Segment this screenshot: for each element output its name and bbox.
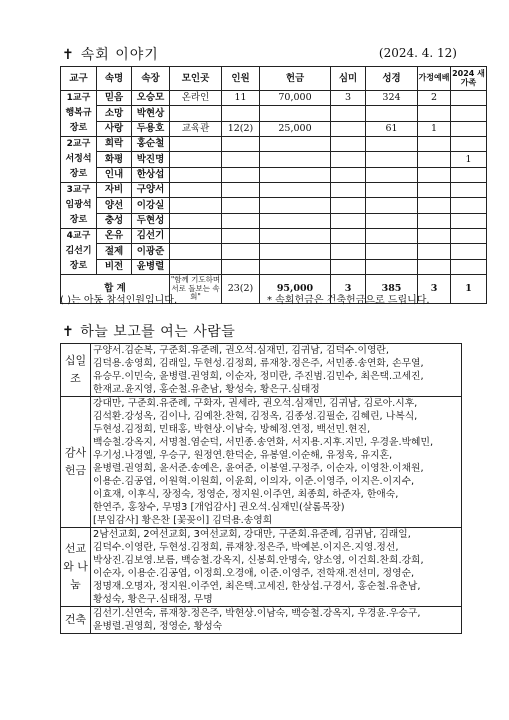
donor-line: 두현성.김정희, 민태홍, 박현상.이남숙, 방혜정.연정, 백선민.현진, (93, 424, 371, 435)
table-cell: 인내 (97, 167, 132, 182)
donor-line: 한재교.윤지영, 홍순철.유춘남, 황성숙, 황은구.심태정 (93, 384, 320, 395)
table-cell (418, 244, 451, 259)
column-header: 인원 (222, 67, 260, 91)
table-cell (366, 229, 418, 244)
table-cell (170, 229, 222, 244)
table-cell: 비전 (97, 259, 132, 274)
offering-category: 감사헌금 (61, 397, 91, 528)
table-cell: 324 (366, 91, 418, 106)
table-cell: 구양서 (132, 183, 170, 198)
donor-line: 유승무.이민숙, 윤병렬.권영희, 이순자, 정미란, 주진범.김민수, 최은택.고세진, (93, 371, 424, 382)
table-cell: 자비 (97, 183, 132, 198)
table-cell (260, 106, 331, 121)
offering-section-row (61, 344, 462, 397)
table-cell: 한상섭 (132, 167, 170, 182)
offering-list-table (60, 343, 462, 634)
donor-line: 강대만, 구준회.유준례, 구화자, 권세라, 권오석.심재민, 김귀남, 김로아.시후, (93, 398, 418, 409)
donor-line: 김덕용.송영희, 김래일, 두현성.김정희, 류재창.정은주, 서민종.송연화, 손무열, (93, 358, 424, 369)
table-cell: 박진명 (132, 152, 170, 167)
donor-names (91, 607, 462, 634)
column-header: 속장 (132, 67, 170, 91)
table-cell: 김선기 (132, 229, 170, 244)
table-cell (366, 152, 418, 167)
donor-line: 박상진.김보영.보름, 백승철.강옥지, 신봉희.안명숙, 양소영, 이건희.찬희.강희, (93, 555, 424, 566)
table-cell (222, 213, 260, 228)
cross-icon: ✝ (62, 324, 75, 340)
table-cell (418, 183, 451, 198)
total-people: 23(2) (222, 275, 260, 304)
table-cell (260, 213, 331, 228)
donor-line: 정명재.오명자, 정지원.이주연, 최은택.고세진, 한상섭.구경서, 홍순철.유춘남, (93, 581, 421, 592)
region-label: 2교구 서정석 장로 (61, 137, 97, 183)
donor-line: 김선기.신연숙, 류재창.정은주, 박현상.이남숙, 백승철.강옥지, 우경윤.우승구, (93, 608, 421, 619)
table-cell (331, 167, 366, 182)
column-header: 모인곳 (170, 67, 222, 91)
table-cell: 이강실 (132, 198, 170, 213)
table-cell (418, 198, 451, 213)
table-cell (366, 244, 418, 259)
table-cell: 윤병렬 (132, 259, 170, 274)
table-cell: 사랑 (97, 121, 132, 136)
table-cell (451, 244, 487, 259)
table-cell (331, 121, 366, 136)
table-cell (170, 244, 222, 259)
table-cell (418, 137, 451, 152)
table-cell (170, 167, 222, 182)
table-cell: 양선 (97, 198, 132, 213)
table-cell (170, 198, 222, 213)
table-row (61, 259, 487, 274)
table-row (61, 213, 487, 228)
table-row (61, 137, 487, 152)
total-bible: 385 (366, 275, 418, 304)
donor-line: 한연주, 홍창수, 무명3 [개업감사] 권오석.심재민(살롬목장) (93, 502, 345, 513)
table-row (61, 106, 487, 121)
prayer-motto: "함께 기도하며 서로 돌보는 속회" (170, 275, 222, 304)
table-cell (331, 229, 366, 244)
table-cell: 충성 (97, 213, 132, 228)
column-header: 심미 (331, 67, 366, 91)
table-cell (170, 152, 222, 167)
donor-line: 구양서.김순복, 구준회.유준례, 권오석.심재민, 김귀남, 김덕수.이영란, (93, 345, 390, 356)
offering-section-row (61, 397, 462, 528)
table-cell: 교육관 (170, 121, 222, 136)
table-cell (331, 198, 366, 213)
donor-line: 김석환.강성옥, 김이나, 김예찬.찬혁, 김정옥, 김종성.김필순, 김혜린, 나복식, (93, 411, 418, 422)
donor-line: 황성숙, 황은구.심태정, 무명 (93, 594, 213, 605)
table-row (61, 91, 487, 106)
total-offering: 95,000 (260, 275, 331, 304)
table-cell (222, 259, 260, 274)
column-header: 성경 (366, 67, 418, 91)
table-row (61, 183, 487, 198)
table-cell (366, 167, 418, 182)
table-cell: 61 (366, 121, 418, 136)
table-cell (331, 137, 366, 152)
column-header: 속명 (97, 67, 132, 91)
offering-note: * 속회헌금은 건축헌금으로 드립니다. (267, 295, 430, 306)
table-cell (418, 106, 451, 121)
table-cell (366, 183, 418, 198)
donor-names (91, 344, 462, 397)
table-cell (170, 213, 222, 228)
table-cell (366, 198, 418, 213)
table-row (61, 152, 487, 167)
offering-category: 건축 (61, 607, 91, 634)
donor-line: 윤병렬.권영희, 윤서준.송예은, 윤여준, 이봉열.구정주, 이순자, 이영찬.이채원, (93, 463, 424, 474)
total-family-worship: 3 (418, 275, 451, 304)
table-cell (260, 244, 331, 259)
table-cell (451, 259, 487, 274)
table-row (61, 244, 487, 259)
table-cell (170, 259, 222, 274)
column-header: 헌금 (260, 67, 331, 91)
region-label: 3교구 임광석 장로 (61, 183, 97, 229)
donor-line: 이효재, 이후식, 장정숙, 정영순, 정지원.이주연, 최종희, 하준자, 한애숙, (93, 489, 399, 500)
section1-header (62, 44, 457, 64)
table-cell: 12(2) (222, 121, 260, 136)
table-cell (366, 137, 418, 152)
total-new-family: 1 (451, 275, 487, 304)
table-cell: 온유 (97, 229, 132, 244)
table-cell (451, 106, 487, 121)
table-cell (222, 198, 260, 213)
table-row (61, 167, 487, 182)
table-cell (260, 152, 331, 167)
table-cell (451, 137, 487, 152)
table-cell: 70,000 (260, 91, 331, 106)
donor-names (91, 528, 462, 607)
donor-line: 2남선교회, 2여선교회, 3여선교회, 강대만, 구준회.유준례, 김귀남, 김래일, (93, 529, 411, 540)
total-label: 합 계 (61, 275, 170, 304)
table-cell (418, 152, 451, 167)
table-row (61, 121, 487, 136)
table-cell (331, 106, 366, 121)
table-cell (260, 259, 331, 274)
table-cell: 소망 (97, 106, 132, 121)
table-cell (331, 152, 366, 167)
donor-line: 우기성.나경엘, 우승구, 원정연.한덕순, 유봉열.이순해, 유정욱, 유지혼, (93, 450, 393, 461)
cell-group-report-table (60, 66, 487, 304)
table-cell: 오승모 (132, 91, 170, 106)
table-cell (222, 244, 260, 259)
child-attendance-note: ( )는 아동 참석인원입니다. (60, 295, 178, 306)
offering-section-row (61, 528, 462, 607)
total-simmi: 3 (331, 275, 366, 304)
table-cell (451, 229, 487, 244)
table-cell (451, 167, 487, 182)
region-label: 1교구 행복규 장로 (61, 91, 97, 137)
table-row (61, 198, 487, 213)
table-cell (366, 259, 418, 274)
table-cell: 박현상 (132, 106, 170, 121)
report-date: (2024. 4. 12) (378, 46, 457, 60)
table-cell: 희락 (97, 137, 132, 152)
table-row (61, 229, 487, 244)
table-cell (366, 106, 418, 121)
table-cell (260, 137, 331, 152)
section2-title: ✝ 하늘 보고를 여는 사람들 (62, 324, 236, 340)
table-cell: 1 (418, 121, 451, 136)
column-header: 교구 (61, 67, 97, 91)
offering-category: 십일조 (61, 344, 91, 397)
donor-names (91, 397, 462, 528)
table-cell (260, 167, 331, 182)
table-cell (451, 213, 487, 228)
donor-line: [부임감사] 황은찬 [꽃꽂이] 김덕용.송영희 (93, 515, 273, 526)
table-cell (170, 183, 222, 198)
offering-category: 선교와 나눔 (61, 528, 91, 607)
table-cell: 25,000 (260, 121, 331, 136)
table-cell (331, 213, 366, 228)
donor-line: 이용순.김공엽, 이원혁.이원희, 이윤희, 이의자, 이준.이영주, 이지은.이지수, (93, 476, 415, 487)
table-cell: 3 (331, 91, 366, 106)
table-cell: 11 (222, 91, 260, 106)
table-cell: 1 (451, 152, 487, 167)
table-cell (451, 183, 487, 198)
table-cell (222, 167, 260, 182)
table-cell: 2 (418, 91, 451, 106)
table-cell (418, 213, 451, 228)
table-cell (170, 137, 222, 152)
table-cell (451, 91, 487, 106)
table-cell (222, 106, 260, 121)
table-cell (222, 229, 260, 244)
table-cell (222, 152, 260, 167)
table-cell: 두용호 (132, 121, 170, 136)
table-cell: 절제 (97, 244, 132, 259)
table-cell: 이광준 (132, 244, 170, 259)
table-cell (331, 259, 366, 274)
table-cell: 믿음 (97, 91, 132, 106)
table-cell (451, 198, 487, 213)
table-cell: 두현성 (132, 213, 170, 228)
table-cell (366, 213, 418, 228)
cross-icon: ✝ (62, 47, 75, 63)
column-header: 2024 새가족 (451, 67, 487, 91)
table-cell (418, 259, 451, 274)
donor-line: 김덕수.이영란, 두현성.김정희, 류재창.정은주, 박예본.이지은.지영.정선, (93, 542, 399, 553)
table-header-row (61, 67, 487, 91)
region-label: 4교구 김선기 장로 (61, 229, 97, 275)
table-cell (331, 183, 366, 198)
table-cell (418, 229, 451, 244)
section1-title: ✝ 속회 이야기 (62, 47, 159, 63)
column-header: 가정예배 (418, 67, 451, 91)
table-cell (260, 229, 331, 244)
table-cell: 홍순철 (132, 137, 170, 152)
table-cell (170, 106, 222, 121)
table-cell (260, 198, 331, 213)
table-cell (418, 167, 451, 182)
table-cell: 온라인 (170, 91, 222, 106)
table-cell (222, 183, 260, 198)
donor-line: 윤병렬.권영희, 정영순, 황성숙 (93, 621, 223, 632)
table-cell (260, 183, 331, 198)
table-cell (331, 244, 366, 259)
offering-section-row (61, 607, 462, 634)
donor-line: 이순자, 이용순.김공엽, 이정희.오경애, 이준.이영주, 전학재.전선미, 정영순, (93, 568, 415, 579)
table-cell (451, 121, 487, 136)
table-cell (222, 137, 260, 152)
table-cell: 화평 (97, 152, 132, 167)
donor-line: 백승철.강옥지, 서명철.염순덕, 서민종.송연화, 서지용.지후.지민, 우경윤.박혜민, (93, 437, 434, 448)
